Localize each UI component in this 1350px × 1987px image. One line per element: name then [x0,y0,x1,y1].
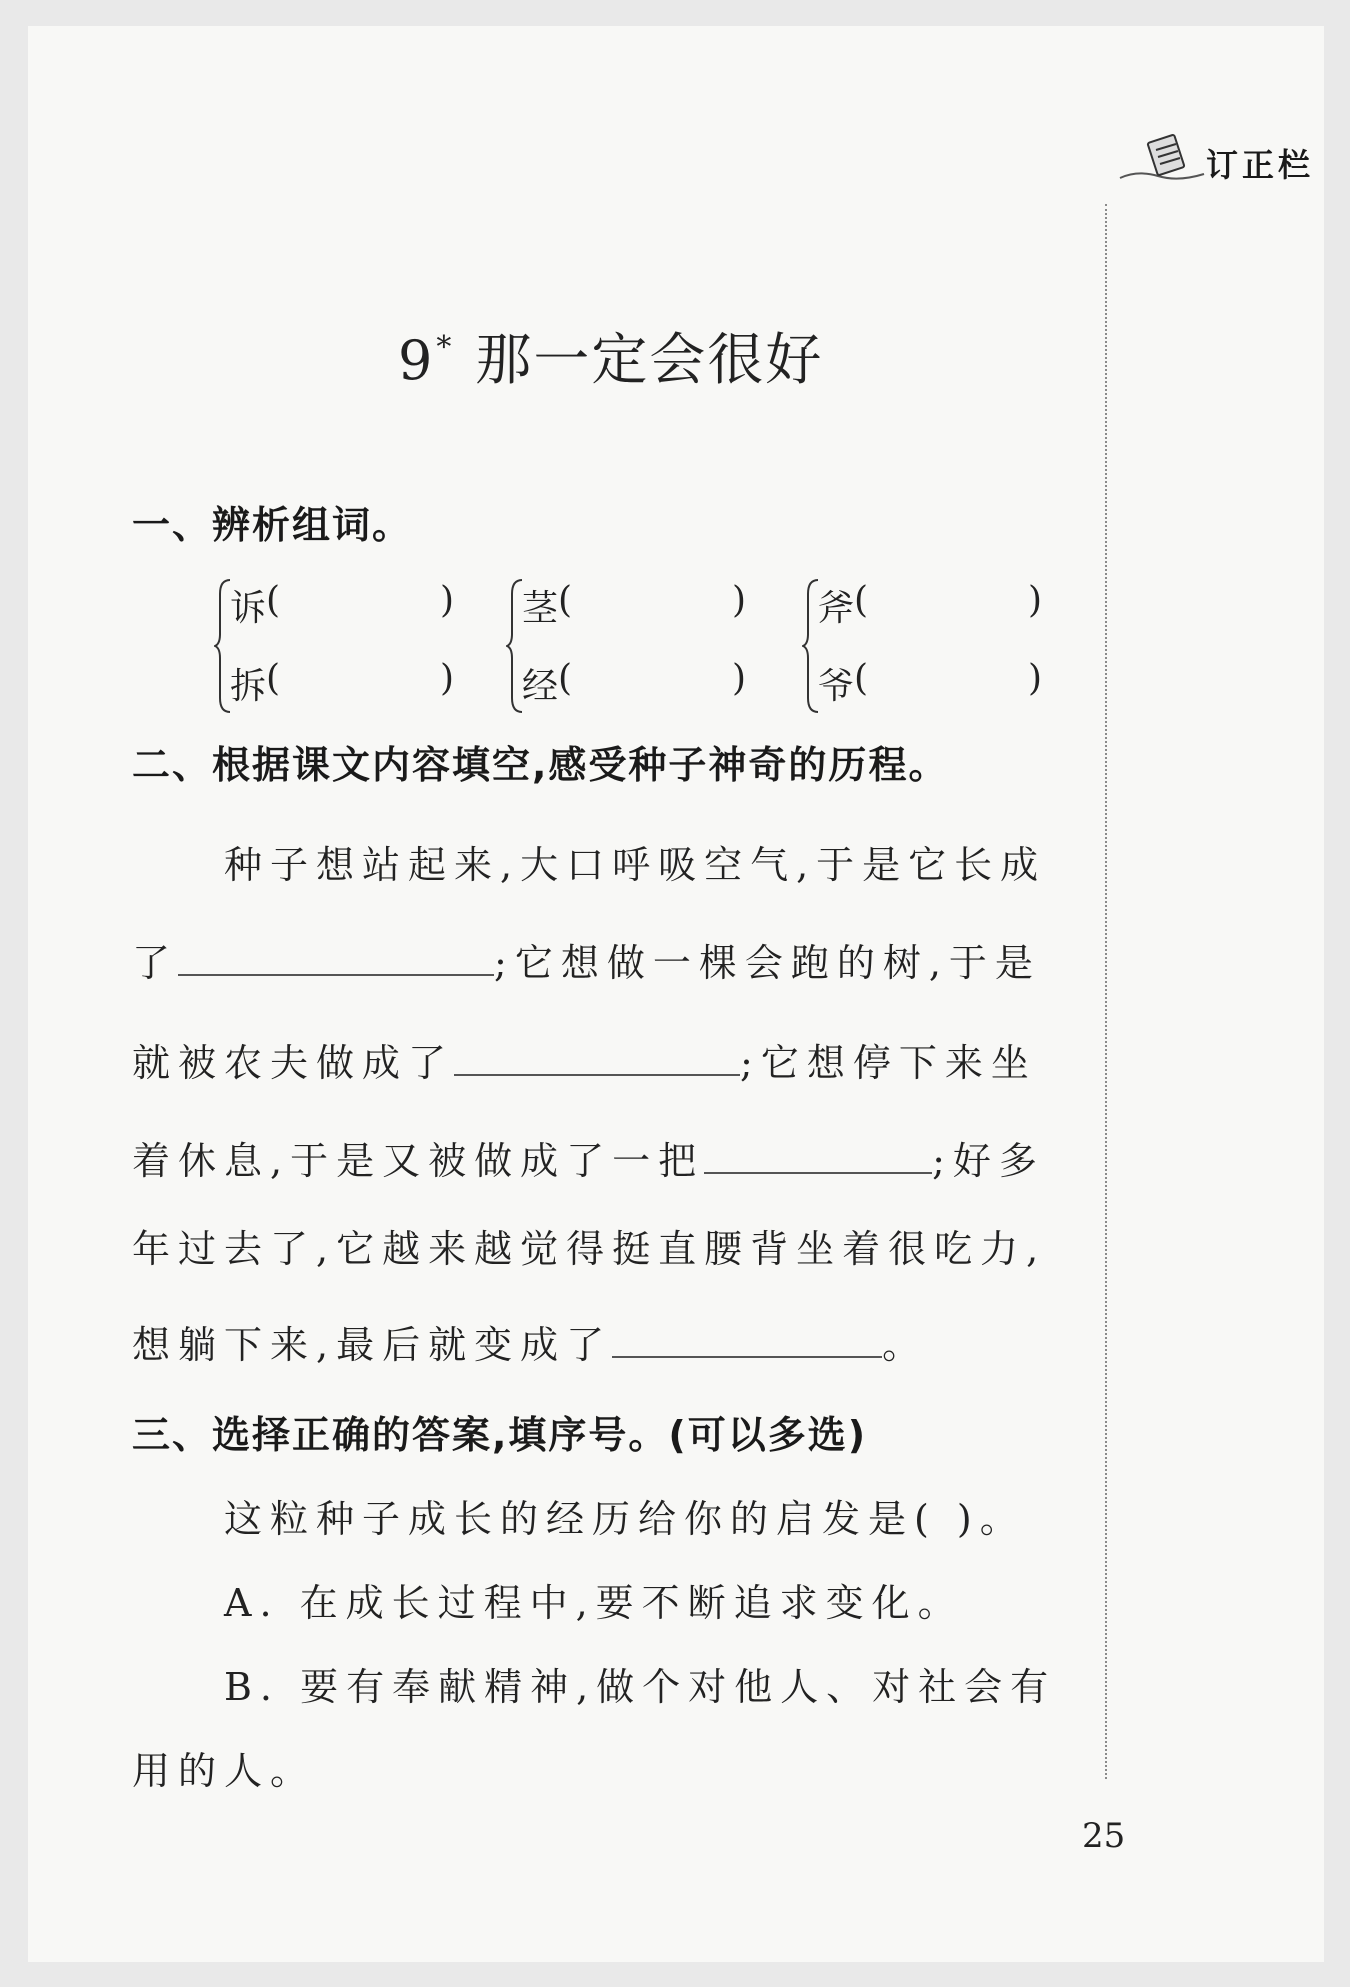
fill-text: ;它想停下来坐 [740,1041,1037,1085]
paren-open: ( [854,580,869,621]
fill-text: 着休息,于是又被做成了一把 [132,1139,705,1183]
paren-open: ( [854,658,869,699]
lesson-title: 那一定会很好 [475,328,824,393]
lesson-title-line [398,316,823,396]
paren-open: ( [558,580,573,621]
word-group-1 [214,576,454,716]
pencil-note-icon [1118,130,1208,190]
word-char-top: 斧 [818,588,855,629]
question-text: 这粒种子成长的经历给你的启发是( )。 [224,1497,1026,1541]
section1-heading: 一、辨析组词。 [132,503,413,547]
paren-open: ( [266,580,281,621]
section3-heading: 三、选择正确的答案,填序号。(可以多选) [132,1413,868,1457]
fill-text: ;它想做一棵会跑的树,于是 [494,941,1041,985]
paren-open: ( [266,658,281,699]
paren-close: ) [1028,580,1043,621]
answer-blank[interactable] [704,1142,932,1174]
fill-line [132,932,1041,987]
correction-column-header [1108,126,1348,196]
option-b-continued: 用的人。 [132,1749,317,1793]
correction-column-divider [1105,204,1107,1779]
word-char-bottom: 拆 [230,666,267,707]
fill-line [132,1314,928,1369]
paren-close: ) [440,658,455,699]
fill-line [132,1218,1046,1273]
fill-text: 了 [132,941,179,985]
correction-column-label: 订正栏 [1206,146,1315,184]
fill-line [224,834,1046,889]
paren-close: ) [440,580,455,621]
fill-text: ;好多 [932,1139,1045,1183]
word-group-3 [802,576,1042,716]
paren-close: ) [1028,658,1043,699]
answer-blank[interactable] [178,944,494,976]
paren-close: ) [732,580,747,621]
fill-text: 种子想站起来,大口呼吸空气,于是它长成 [224,843,1047,887]
fill-text: 就被农夫做成了 [132,1041,455,1085]
workbook-page [28,26,1324,1962]
option-b: B. 要有奉献精神,做个对他人、对社会有 [224,1665,1057,1709]
section2-heading: 二、根据课文内容填空,感受种子神奇的历程。 [132,743,949,787]
word-char-top: 茎 [522,588,559,629]
lesson-number: 9 [398,329,433,392]
word-char-top: 诉 [230,588,267,629]
page-number: 25 [1082,1816,1126,1856]
option-a: A. 在成长过程中,要不断追求变化。 [224,1581,964,1625]
fill-text: 想躺下来,最后就变成了 [132,1323,613,1367]
word-group-2 [506,576,746,716]
lesson-star-mark: * [436,330,452,365]
answer-blank[interactable] [454,1044,740,1076]
word-char-bottom: 经 [522,666,559,707]
paren-close: ) [732,658,747,699]
word-char-bottom: 爷 [818,666,855,707]
fill-text: 。 [882,1323,929,1367]
fill-line [132,1032,1037,1087]
fill-line [132,1130,1045,1185]
answer-blank[interactable] [612,1326,882,1358]
paren-open: ( [558,658,573,699]
fill-text: 年过去了,它越来越觉得挺直腰背坐着很吃力, [132,1227,1047,1271]
